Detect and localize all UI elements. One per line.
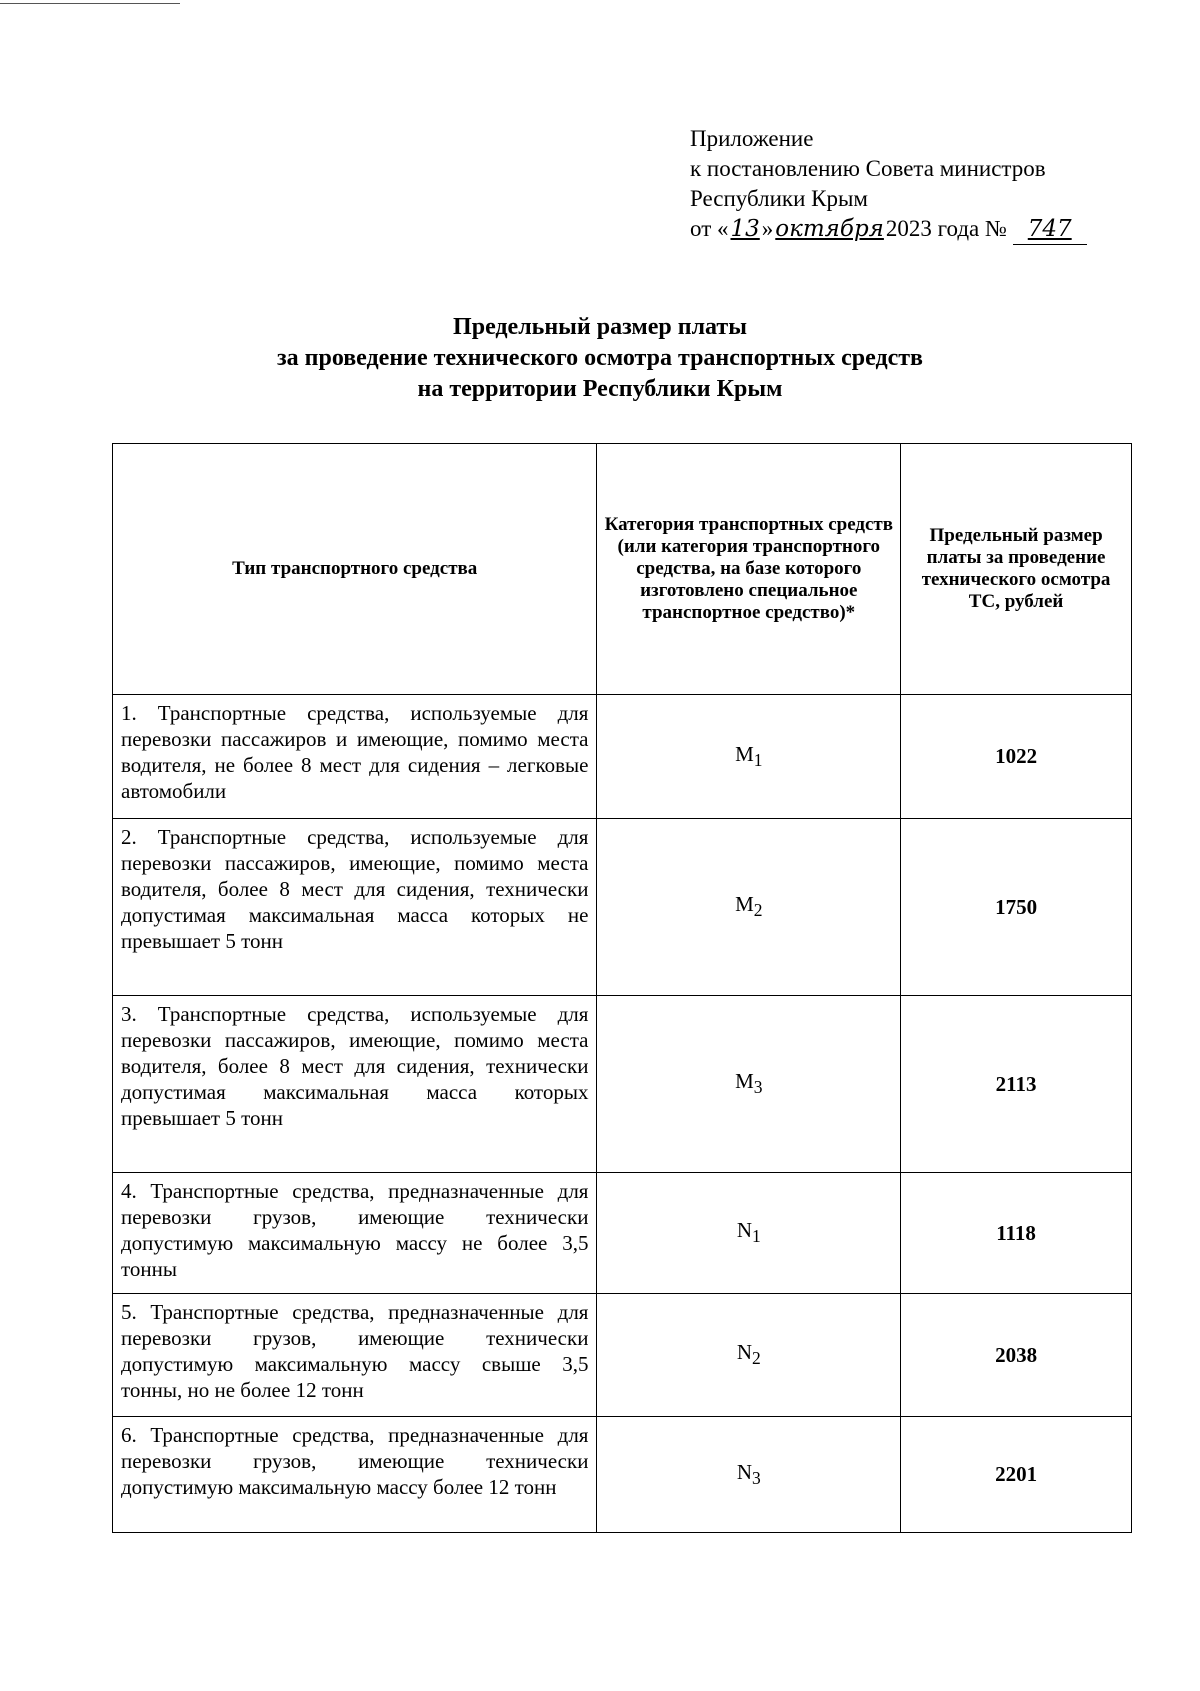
category-cell	[597, 1173, 901, 1294]
category-cell	[597, 819, 901, 996]
category-cell	[597, 1417, 901, 1533]
category-cell	[597, 695, 901, 819]
document-title	[0, 312, 1200, 405]
category-index: 1	[753, 750, 763, 771]
vehicle-type-cell: 4. Транспортные средства, предназначенные для перевозки грузов, имеющие технически допустимую максимальную массу не более 3,5 тонны	[113, 1173, 597, 1294]
fee-cell: 2201	[901, 1417, 1132, 1533]
table-row	[113, 695, 1132, 819]
category-letter: M	[735, 1069, 754, 1094]
table-row	[113, 996, 1132, 1173]
category-letter: N	[736, 1459, 752, 1484]
approval-line-1: Приложение	[690, 126, 814, 151]
category-cell	[597, 1294, 901, 1417]
vehicle-type-cell: 3. Транспортные средства, используемые для перевозки пассажиров, имеющие, помимо места водителя, более 8 мест для сидения, технически допустимая максимальная масса которых превышает 5 тонн	[113, 996, 597, 1173]
header-max-fee: Предельный размер платы за проведение технического осмотра ТС, рублей	[901, 444, 1132, 695]
table-row	[113, 1417, 1132, 1533]
top-rule	[0, 3, 180, 4]
table-row	[113, 1294, 1132, 1417]
approval-date-line	[690, 214, 1087, 245]
category-index: 1	[752, 1226, 761, 1247]
vehicle-type-cell: 6. Транспортные средства, предназначенные для перевозки грузов, имеющие технически допустимую максимальную массу более 12 тонн	[113, 1417, 597, 1533]
date-mid: »	[761, 216, 774, 241]
title-line-3: на территории Республики Крым	[417, 376, 783, 402]
fee-cell: 2113	[901, 996, 1132, 1173]
header-category: Категория транспортных средств (или категория транспортного средства, на базе которого изготовлено специальное транспортное средство)*	[597, 444, 901, 695]
vehicle-type-cell: 1. Транспортные средства, используемые для перевозки пассажиров и имеющие, помимо места водителя, не более 8 мест для сидения – легковые автомобили	[113, 695, 597, 819]
approval-block	[690, 124, 1087, 245]
category-index: 3	[752, 1468, 761, 1489]
category-letter: M	[735, 892, 754, 917]
table-row	[113, 819, 1132, 996]
category-letter: M	[735, 741, 754, 766]
category-cell	[597, 996, 901, 1173]
category-index: 2	[752, 1348, 761, 1369]
fee-cell: 1118	[901, 1173, 1132, 1294]
title-line-1: Предельный размер платы	[453, 314, 747, 340]
date-prefix: от «	[690, 216, 729, 241]
approval-line-3: Республики Крым	[690, 186, 868, 211]
date-day: 13	[730, 216, 760, 242]
approval-line-2: к постановлению Совета министров	[690, 156, 1046, 181]
vehicle-type-cell: 2. Транспортные средства, используемые для перевозки пассажиров, имеющие, помимо места водителя, более 8 мест для сидения, технически допустимая максимальная масса которых не превышает 5 тонн	[113, 819, 597, 996]
table-header-row	[113, 444, 1132, 695]
header-vehicle-type: Тип транспортного средства	[113, 444, 597, 695]
vehicle-type-cell: 5. Транспортные средства, предназначенные для перевозки грузов, имеющие технически допустимую максимальную массу свыше 3,5 тонны, но не более 12 тонн	[113, 1294, 597, 1417]
date-month: октября	[775, 216, 884, 242]
fee-table	[112, 443, 1132, 1533]
fee-cell: 1022	[901, 695, 1132, 819]
category-letter: N	[736, 1340, 752, 1365]
table-row	[113, 1173, 1132, 1294]
title-line-2: за проведение технического осмотра транспортных средств	[277, 345, 923, 371]
decree-number: 747	[1013, 214, 1087, 245]
category-index: 3	[753, 1077, 763, 1098]
fee-cell: 2038	[901, 1294, 1132, 1417]
category-index: 2	[753, 900, 763, 921]
category-letter: N	[736, 1218, 752, 1243]
fee-cell: 1750	[901, 819, 1132, 996]
date-year: 2023 года №	[885, 216, 1007, 241]
